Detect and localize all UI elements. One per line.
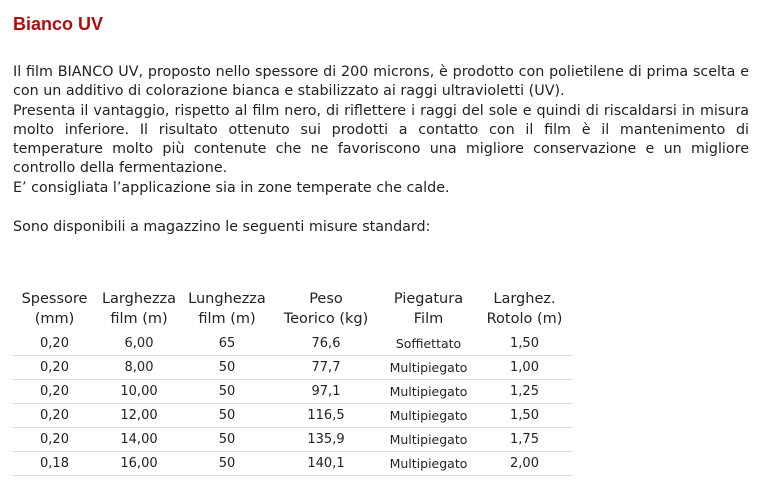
cell-width: 14,00 (96, 428, 182, 452)
cell-fold: Multipiegato (380, 404, 477, 428)
cell-width: 16,00 (96, 452, 182, 476)
cell-fold: Multipiegato (380, 356, 477, 380)
content (13, 12, 749, 237)
cell-roll-width: 1,25 (477, 380, 572, 404)
cell-roll-width: 1,50 (477, 332, 572, 356)
cell-roll-width: 1,75 (477, 428, 572, 452)
cell-width: 12,00 (96, 404, 182, 428)
cell-thickness: 0,20 (13, 404, 96, 428)
cell-width: 8,00 (96, 356, 182, 380)
cell-roll-width: 1,00 (477, 356, 572, 380)
cell-length: 50 (182, 380, 272, 404)
table-header-row (13, 289, 572, 332)
sizes-table (13, 289, 572, 476)
cell-fold: Multipiegato (380, 428, 477, 452)
cell-fold: Soffiettato (380, 332, 477, 356)
cell-weight: 135,9 (272, 428, 380, 452)
header-roll-width: Larghez. Rotolo (m) (486, 291, 563, 327)
header-length: Lunghezza film (m) (188, 291, 266, 327)
cell-length: 50 (182, 428, 272, 452)
cell-roll-width: 1,50 (477, 404, 572, 428)
cell-length: 50 (182, 404, 272, 428)
table-row (13, 356, 572, 380)
table-row (13, 428, 572, 452)
cell-roll-width: 2,00 (477, 452, 572, 476)
advantages-paragraph: Presenta il vantaggio, rispetto al film nero, di riflettere i raggi del sole e quindi di riscaldarsi in misura molto inferiore. Il risultato ottenuto sui prodotti a contatto con il film è il mantenimento di temperature molto più contenute che ne favoriscono una migliore conservazione e un migliore controllo della fermentazione. (13, 102, 749, 177)
cell-thickness: 0,20 (13, 380, 96, 404)
cell-thickness: 0,20 (13, 428, 96, 452)
availability-text: Sono disponibili a magazzino le seguenti misure standard: (13, 219, 431, 236)
description-paragraph: Il film BIANCO UV, proposto nello spessore di 200 microns, è prodotto con polietilene di prima scelta e con un additivo di colorazione bianca e stabilizzato ai raggi ultravioletti (UV). (13, 64, 749, 100)
cell-weight: 116,5 (272, 404, 380, 428)
header-width: Larghezza film (m) (101, 291, 177, 327)
header-fold: Piegatura Film (393, 291, 464, 327)
cell-length: 65 (182, 332, 272, 356)
cell-length: 50 (182, 452, 272, 476)
cell-weight: 77,7 (272, 356, 380, 380)
cell-length: 50 (182, 356, 272, 380)
header-thickness: Spessore (mm) (21, 291, 88, 327)
table-row (13, 404, 572, 428)
table-row (13, 332, 572, 356)
cell-fold: Multipiegato (380, 452, 477, 476)
cell-weight: 76,6 (272, 332, 380, 356)
table-row (13, 452, 572, 476)
table-row (13, 380, 572, 404)
cell-weight: 97,1 (272, 380, 380, 404)
cell-thickness: 0,18 (13, 452, 96, 476)
cell-width: 6,00 (96, 332, 182, 356)
cell-thickness: 0,20 (13, 332, 96, 356)
header-weight: Peso Teorico (kg) (283, 291, 369, 327)
page-title: Bianco UV (13, 14, 104, 34)
cell-thickness: 0,20 (13, 356, 96, 380)
cell-width: 10,00 (96, 380, 182, 404)
recommendation-paragraph: E’ consigliata l’applicazione sia in zone temperate che calde. (13, 179, 450, 196)
cell-fold: Multipiegato (380, 380, 477, 404)
cell-weight: 140,1 (272, 452, 380, 476)
